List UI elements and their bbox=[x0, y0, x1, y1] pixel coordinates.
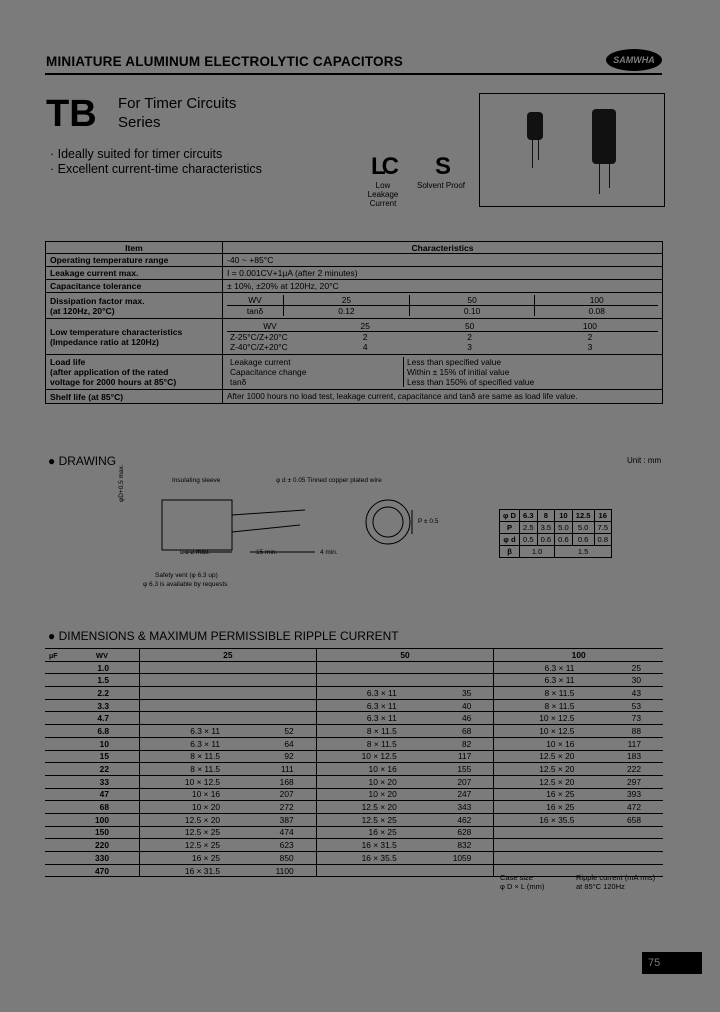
case-size-50v: 6.3 × 11 bbox=[316, 687, 419, 700]
loadlife-value: Less than 150% of specified value bbox=[407, 377, 535, 387]
ripple-25v bbox=[242, 661, 316, 674]
capacitance-cell: 150 bbox=[45, 826, 140, 839]
dim-cell: P bbox=[500, 522, 520, 534]
capacitance-cell: 10 bbox=[45, 737, 140, 750]
table-row bbox=[45, 661, 663, 674]
dim-cell: 5.0 bbox=[572, 522, 594, 534]
lowtemp-row2: 3 bbox=[467, 342, 472, 352]
ripple-50v: 462 bbox=[419, 813, 494, 826]
ripple-100v: 88 bbox=[596, 725, 663, 738]
table-row bbox=[45, 788, 663, 801]
ripple-50v: 117 bbox=[419, 750, 494, 763]
dim-cell: 7.5 bbox=[594, 522, 612, 534]
table-row bbox=[45, 801, 663, 814]
capacitance-cell: 22 bbox=[45, 763, 140, 776]
ripple-50v: 832 bbox=[419, 839, 494, 852]
table-row bbox=[45, 826, 663, 839]
lowtemp-row1-label: Z-25°C/Z+20°C bbox=[230, 332, 288, 342]
header-title: MINIATURE ALUMINUM ELECTROLYTIC CAPACITORS bbox=[46, 54, 403, 69]
dim-cell: 1.0 bbox=[520, 546, 555, 558]
lowtemp-wv: 50 bbox=[464, 321, 475, 331]
ripple-25v: 92 bbox=[242, 750, 316, 763]
vent-note: Safety vent (φ 6.3 up) bbox=[155, 572, 218, 579]
uf-label: μF bbox=[49, 652, 58, 660]
ripple-table bbox=[45, 648, 663, 877]
col-header-characteristics: Characteristics bbox=[223, 242, 663, 254]
s-icon: S bbox=[434, 153, 447, 180]
dim-header: φ D bbox=[500, 510, 520, 522]
case-size-50v: 10 × 16 bbox=[316, 763, 419, 776]
feature-item: · Excellent current-time characteristics bbox=[50, 162, 262, 176]
dim-header: 6.3 bbox=[520, 510, 538, 522]
case-size-50v: 16 × 31.5 bbox=[316, 839, 419, 852]
case-size-50v: 12.5 × 20 bbox=[316, 801, 419, 814]
ripple-100v: 73 bbox=[596, 712, 663, 725]
ripple-50v bbox=[419, 674, 494, 687]
loadlife-item: Leakage current bbox=[227, 357, 404, 367]
lowtemp-label bbox=[46, 319, 223, 355]
legend-case bbox=[500, 873, 544, 891]
case-size-50v: 8 × 11.5 bbox=[316, 737, 419, 750]
legend-ripple-line1: Ripple current (mA rms) bbox=[576, 873, 656, 882]
case-size-50v: 10 × 20 bbox=[316, 775, 419, 788]
ripple-50v: 247 bbox=[419, 788, 494, 801]
capacitance-cell: 470 bbox=[45, 864, 140, 877]
op-temp-label: Operating temperature range bbox=[46, 254, 223, 267]
case-size-50v: 10 × 12.5 bbox=[316, 750, 419, 763]
case-size-100v: 10 × 16 bbox=[494, 737, 597, 750]
dim-header: 10 bbox=[555, 510, 573, 522]
case-size-100v bbox=[494, 852, 597, 865]
df-wv: 50 bbox=[409, 295, 535, 306]
ripple-25v: 474 bbox=[242, 826, 316, 839]
df-subtable bbox=[227, 295, 658, 316]
case-size-100v: 16 × 25 bbox=[494, 801, 597, 814]
loadlife-subtable bbox=[227, 357, 658, 387]
case-size-25v bbox=[140, 699, 243, 712]
series-code: TB bbox=[46, 93, 97, 135]
case-size-25v: 10 × 12.5 bbox=[140, 775, 243, 788]
table-row bbox=[45, 763, 663, 776]
case-size-50v bbox=[316, 674, 419, 687]
ripple-100v: 25 bbox=[596, 661, 663, 674]
case-size-25v: 12.5 × 25 bbox=[140, 826, 243, 839]
case-size-25v bbox=[140, 674, 243, 687]
table-row bbox=[45, 674, 663, 687]
ripple-100v bbox=[596, 826, 663, 839]
capacitance-cell: 47 bbox=[45, 788, 140, 801]
dim-cell: 3.5 bbox=[537, 522, 555, 534]
dim-cell: 0.6 bbox=[572, 534, 594, 546]
ripple-25v: 168 bbox=[242, 775, 316, 788]
dim-header: 8 bbox=[537, 510, 555, 522]
case-size-25v bbox=[140, 712, 243, 725]
case-size-100v: 8 × 11.5 bbox=[494, 699, 597, 712]
shelf-label: Shelf life (at 85°C) bbox=[46, 390, 223, 404]
op-temp-value: -40 ~ +85°C bbox=[223, 254, 663, 267]
df-tan: 0.08 bbox=[588, 306, 605, 316]
cap-tol-value: ± 10%, ±20% at 120Hz, 20°C bbox=[223, 280, 663, 293]
ripple-50v: 1059 bbox=[419, 852, 494, 865]
capacitance-cell: 100 bbox=[45, 813, 140, 826]
col-header-item: Item bbox=[46, 242, 223, 254]
ripple-100v: 658 bbox=[596, 813, 663, 826]
wv-label: WV bbox=[95, 650, 108, 660]
cap-tol-label: Capacitance tolerance bbox=[46, 280, 223, 293]
dim-header: 16 bbox=[594, 510, 612, 522]
df-tan-label: tanδ bbox=[227, 306, 284, 317]
dim-cell: 0.5 bbox=[520, 534, 538, 546]
ripple-25v bbox=[242, 712, 316, 725]
case-size-25v: 16 × 25 bbox=[140, 852, 243, 865]
ripple-100v: 222 bbox=[596, 763, 663, 776]
case-size-25v: 12.5 × 20 bbox=[140, 813, 243, 826]
capacitance-cell: 33 bbox=[45, 775, 140, 788]
loadlife-label-line2: (after application of the rated bbox=[50, 367, 169, 377]
lowtemp-wv-label: WV bbox=[263, 321, 277, 331]
lowtemp-row2: 4 bbox=[362, 342, 368, 352]
loadlife-item: tanδ bbox=[227, 377, 404, 387]
table-row bbox=[45, 852, 663, 865]
series-subtitle: For Timer Circuits bbox=[118, 95, 237, 112]
ripple-25v bbox=[242, 674, 316, 687]
dim-cell: 5.0 bbox=[555, 522, 573, 534]
case-size-25v: 12.5 × 25 bbox=[140, 839, 243, 852]
capacitance-cell: 3.3 bbox=[45, 699, 140, 712]
capacitance-cell: 68 bbox=[45, 801, 140, 814]
series-subtitle-line2: Series bbox=[118, 114, 161, 131]
vent-note: φ 6.3 is available by requests bbox=[143, 581, 228, 588]
df-wv: 100 bbox=[589, 295, 604, 305]
df-wv-label: WV bbox=[227, 295, 284, 306]
product-photo bbox=[479, 93, 665, 207]
df-label bbox=[46, 293, 223, 319]
table-row bbox=[45, 725, 663, 738]
feature-item: · Ideally suited for timer circuits bbox=[50, 147, 223, 161]
ripple-25v: 850 bbox=[242, 852, 316, 865]
dim-cell: β bbox=[500, 546, 520, 558]
end-view-inner bbox=[373, 507, 403, 537]
badge-label: Solvent Proof bbox=[416, 181, 466, 190]
dim-cell: φ d bbox=[500, 534, 520, 546]
case-size-50v bbox=[316, 661, 419, 674]
lowtemp-row1: 2 bbox=[587, 332, 593, 342]
loadlife-value: Within ± 15% of initial value bbox=[407, 367, 510, 377]
case-size-50v: 12.5 × 25 bbox=[316, 813, 419, 826]
loadlife-item: Capacitance change bbox=[227, 367, 404, 377]
badge-label: Low Leakage bbox=[367, 181, 399, 199]
lead-wire bbox=[232, 525, 300, 532]
case-size-100v: 10 × 12.5 bbox=[494, 712, 597, 725]
wv-100: 100 bbox=[494, 649, 663, 662]
case-size-25v: 16 × 31.5 bbox=[140, 864, 243, 877]
case-size-100v: 10 × 12.5 bbox=[494, 725, 597, 738]
sleeve-label: Insulating sleeve bbox=[172, 477, 221, 484]
lowtemp-wv: 25 bbox=[360, 321, 370, 331]
ripple-25v: 623 bbox=[242, 839, 316, 852]
loadlife-label-line3: voltage for 2000 hours at 85°C) bbox=[50, 377, 177, 387]
lead-wire bbox=[232, 510, 305, 515]
lowtemp-wv: 100 bbox=[582, 321, 597, 331]
case-size-100v: 12.5 × 20 bbox=[494, 763, 597, 776]
case-size-100v: 16 × 35.5 bbox=[494, 813, 597, 826]
capacitance-cell: 330 bbox=[45, 852, 140, 865]
case-size-25v bbox=[140, 661, 243, 674]
page-number: 75 bbox=[642, 952, 702, 974]
table-row bbox=[45, 737, 663, 750]
case-size-25v bbox=[140, 687, 243, 700]
legend-case-line1: Case size bbox=[500, 873, 533, 882]
lowtemp-row1: 2 bbox=[467, 332, 472, 342]
case-size-100v bbox=[494, 826, 597, 839]
ripple-25v bbox=[242, 687, 316, 700]
legend-case-line2: φ D × L (mm) bbox=[500, 882, 545, 891]
ripple-50v: 343 bbox=[419, 801, 494, 814]
dim-header: 12.5 bbox=[572, 510, 594, 522]
ripple-100v: 472 bbox=[596, 801, 663, 814]
ripple-50v: 155 bbox=[419, 763, 494, 776]
ripple-100v: 43 bbox=[596, 687, 663, 700]
capacitance-cell: 6.8 bbox=[45, 725, 140, 738]
loadlife-value: Less than specified value bbox=[407, 357, 502, 367]
ripple-25v: 52 bbox=[242, 725, 316, 738]
ripple-50v: 40 bbox=[419, 699, 494, 712]
case-size-25v: 8 × 11.5 bbox=[140, 750, 243, 763]
lc-icon: LC bbox=[371, 153, 395, 180]
loadlife-label-line1: Load life bbox=[50, 357, 86, 367]
ripple-50v: 628 bbox=[419, 826, 494, 839]
df-label-line1: Dissipation factor max. bbox=[50, 295, 145, 306]
case-size-100v: 6.3 × 11 bbox=[494, 674, 597, 687]
ripple-100v bbox=[596, 852, 663, 865]
case-size-50v: 10 × 20 bbox=[316, 788, 419, 801]
unit-label: Unit : mm bbox=[627, 456, 662, 465]
ripple-50v bbox=[419, 661, 494, 674]
uf-wv-header bbox=[45, 649, 140, 662]
case-size-50v: 6.3 × 11 bbox=[316, 712, 419, 725]
table-row bbox=[45, 687, 663, 700]
capacitance-cell: 2.2 bbox=[45, 687, 140, 700]
ripple-25v bbox=[242, 699, 316, 712]
ripple-50v: 46 bbox=[419, 712, 494, 725]
capacitor-large-image bbox=[592, 109, 616, 164]
ripple-100v: 53 bbox=[596, 699, 663, 712]
ripple-50v: 82 bbox=[419, 737, 494, 750]
lowtemp-row2-label: Z-40°C/Z+20°C bbox=[230, 342, 288, 352]
case-size-100v bbox=[494, 839, 597, 852]
capacitor-body-outline bbox=[162, 500, 232, 550]
ripple-25v: 272 bbox=[242, 801, 316, 814]
table-row bbox=[45, 864, 663, 877]
dimension-table bbox=[499, 509, 612, 558]
lowtemp-label-line1: Low temperature characteristics bbox=[50, 326, 183, 337]
legend-ripple bbox=[576, 873, 655, 891]
ripple-heading: ● DIMENSIONS & MAXIMUM PERMISSIBLE RIPPLE CURRENT bbox=[48, 629, 399, 643]
ripple-25v: 64 bbox=[242, 737, 316, 750]
lowtemp-row1: 2 bbox=[362, 332, 368, 342]
low-leakage-badge bbox=[360, 153, 406, 208]
capacitance-cell: 220 bbox=[45, 839, 140, 852]
ripple-100v bbox=[596, 839, 663, 852]
case-size-50v bbox=[316, 864, 419, 877]
lowtemp-label-line2: (Impedance ratio at 120Hz) bbox=[50, 336, 159, 347]
table-row bbox=[45, 775, 663, 788]
ripple-50v: 207 bbox=[419, 775, 494, 788]
df-wv: 25 bbox=[284, 295, 410, 306]
leakage-label: Leakage current max. bbox=[46, 267, 223, 280]
diameter-label: φD+0.5 max. bbox=[118, 464, 125, 502]
solvent-proof-badge bbox=[413, 153, 469, 190]
brand-logo: SAMWHA bbox=[606, 49, 662, 71]
case-size-100v: 8 × 11.5 bbox=[494, 687, 597, 700]
ripple-100v: 30 bbox=[596, 674, 663, 687]
ripple-25v: 387 bbox=[242, 813, 316, 826]
ripple-100v: 183 bbox=[596, 750, 663, 763]
table-row bbox=[45, 712, 663, 725]
dim-cell: 1.5 bbox=[555, 546, 612, 558]
drawing-heading: ● DRAWING bbox=[48, 454, 117, 468]
legend-ripple-line2: at 85°C 120Hz bbox=[576, 882, 625, 891]
table-row bbox=[45, 839, 663, 852]
capacitance-cell: 1.0 bbox=[45, 661, 140, 674]
ripple-50v: 35 bbox=[419, 687, 494, 700]
dim-cell: 0.6 bbox=[555, 534, 573, 546]
capacitance-cell: 15 bbox=[45, 750, 140, 763]
wire-label: φ d ± 0.05 Tinned copper plated wire bbox=[276, 477, 382, 484]
df-tan: 0.10 bbox=[409, 306, 535, 317]
dim-cell: 0.6 bbox=[537, 534, 555, 546]
case-size-25v: 10 × 16 bbox=[140, 788, 243, 801]
case-size-25v: 8 × 11.5 bbox=[140, 763, 243, 776]
table-row bbox=[45, 699, 663, 712]
shelf-value: After 1000 hours no load test, leakage current, capacitance and tanδ are same as load life value. bbox=[223, 390, 663, 404]
ripple-25v: 111 bbox=[242, 763, 316, 776]
lead-length-label: 15 min. bbox=[256, 549, 278, 556]
case-size-50v: 16 × 25 bbox=[316, 826, 419, 839]
case-size-25v: 6.3 × 11 bbox=[140, 725, 243, 738]
dim-cell: 2.5 bbox=[520, 522, 538, 534]
df-tan: 0.12 bbox=[284, 306, 410, 317]
case-size-100v: 12.5 × 20 bbox=[494, 750, 597, 763]
case-size-100v: 12.5 × 20 bbox=[494, 775, 597, 788]
case-size-50v: 6.3 × 11 bbox=[316, 699, 419, 712]
case-size-50v: 8 × 11.5 bbox=[316, 725, 419, 738]
wv-50: 50 bbox=[316, 649, 494, 662]
lead-min-label: 4 min. bbox=[320, 549, 338, 556]
leakage-value: I = 0.001CV+1μA (after 2 minutes) bbox=[223, 267, 663, 280]
dim-cell: 0.8 bbox=[594, 534, 612, 546]
loadlife-label bbox=[46, 355, 223, 390]
capacitor-small-image bbox=[527, 112, 543, 140]
case-size-100v: 16 × 25 bbox=[494, 788, 597, 801]
length-label: L ± 2 max. bbox=[180, 549, 211, 556]
header-divider bbox=[45, 73, 662, 75]
capacitance-cell: 4.7 bbox=[45, 712, 140, 725]
case-size-100v: 6.3 × 11 bbox=[494, 661, 597, 674]
ripple-100v: 297 bbox=[596, 775, 663, 788]
case-size-25v: 10 × 20 bbox=[140, 801, 243, 814]
ripple-25v: 207 bbox=[242, 788, 316, 801]
df-label-line2: (at 120Hz, 20°C) bbox=[50, 305, 115, 316]
case-size-50v: 16 × 35.5 bbox=[316, 852, 419, 865]
wv-25: 25 bbox=[140, 649, 317, 662]
spec-table bbox=[45, 241, 663, 404]
lowtemp-row2: 3 bbox=[587, 342, 593, 352]
ripple-50v: 68 bbox=[419, 725, 494, 738]
lowtemp-subtable bbox=[227, 321, 658, 352]
ripple-100v: 117 bbox=[596, 737, 663, 750]
case-size-25v: 6.3 × 11 bbox=[140, 737, 243, 750]
capacitance-cell: 1.5 bbox=[45, 674, 140, 687]
ripple-50v bbox=[419, 864, 494, 877]
table-row bbox=[45, 813, 663, 826]
ripple-100v: 393 bbox=[596, 788, 663, 801]
ripple-25v: 1100 bbox=[242, 864, 316, 877]
pitch-label: P ± 0.5 bbox=[418, 518, 439, 525]
badge-label: Current bbox=[369, 199, 397, 208]
table-row bbox=[45, 750, 663, 763]
